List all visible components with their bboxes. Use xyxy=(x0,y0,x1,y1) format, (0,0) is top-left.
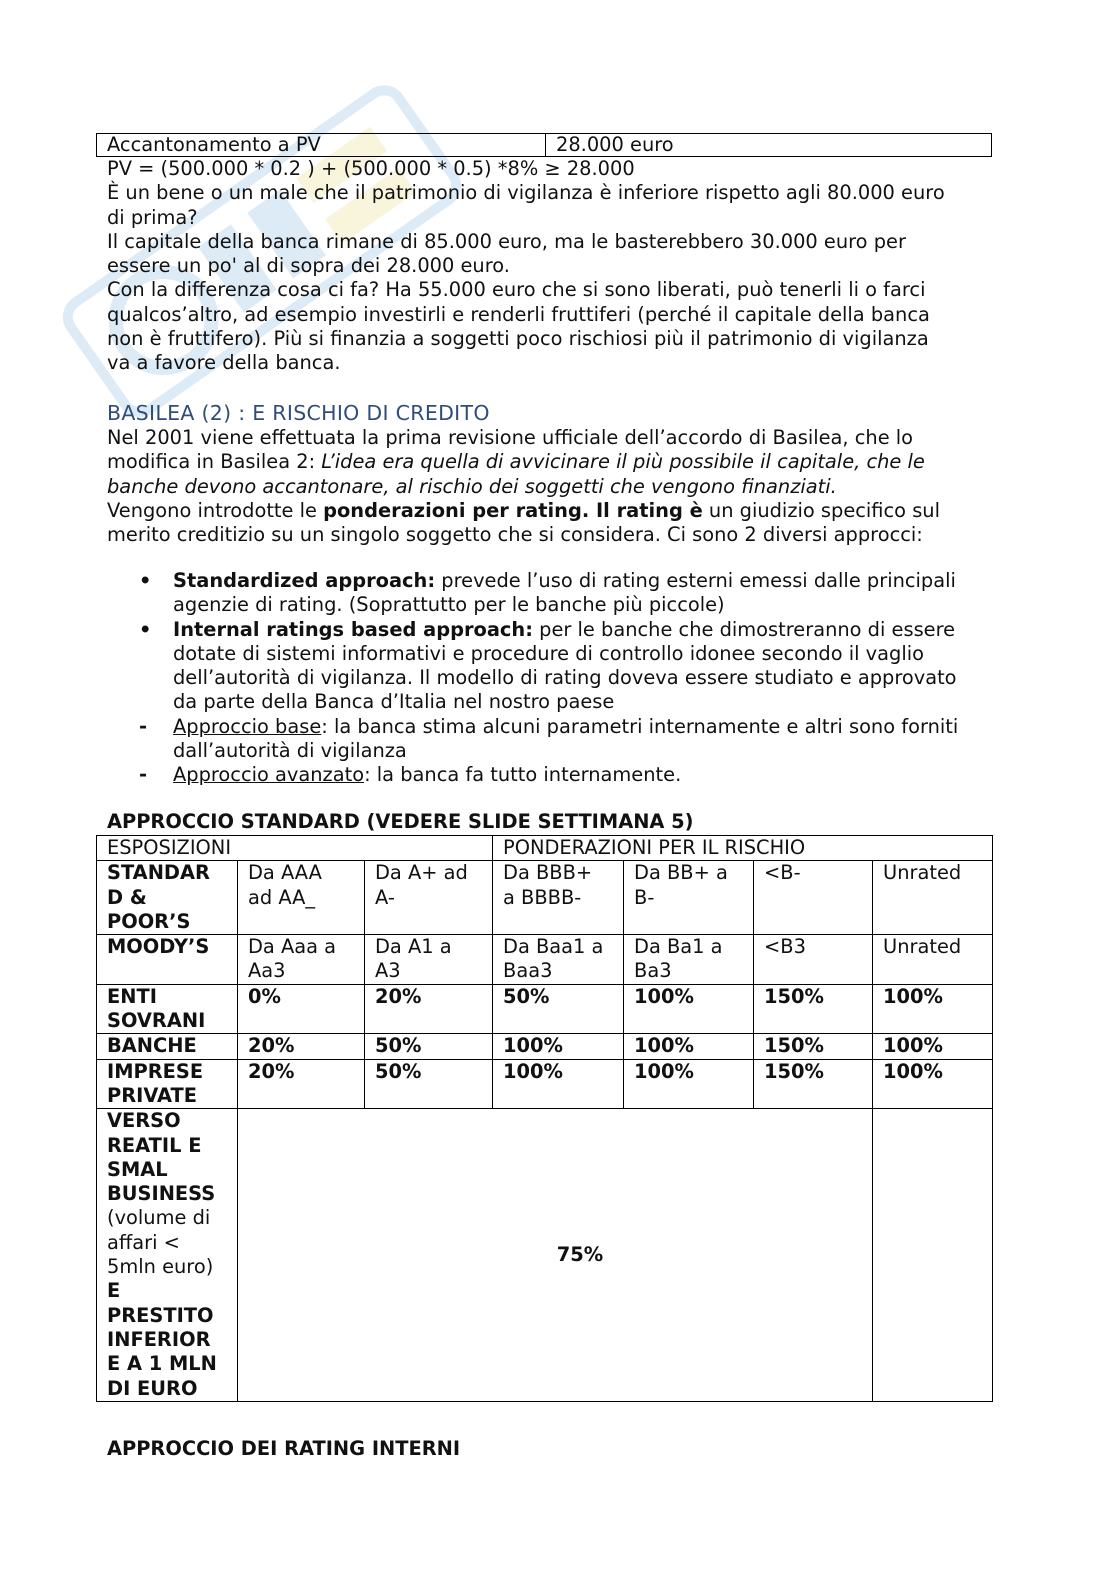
accantonamento-label: Accantonamento a PV xyxy=(97,134,546,157)
approach-list xyxy=(107,569,1007,788)
text-span: B- xyxy=(634,885,655,909)
text-span: A3 xyxy=(375,959,401,983)
table-cell: 100% xyxy=(493,1059,624,1109)
bold-span: BUSINESS xyxy=(107,1182,216,1206)
text-line: merito creditizio su un singolo soggetto che si considera. Ci sono 2 diversi approcci: xyxy=(107,523,923,547)
table-cell xyxy=(624,935,754,985)
accantonamento-table xyxy=(96,133,992,157)
table-row xyxy=(97,1059,993,1109)
text-span: dall’autorità di vigilanza xyxy=(173,739,407,763)
text-span: PRIVATE xyxy=(107,1083,198,1107)
table-cell: 100% xyxy=(873,1034,993,1059)
table-cell: 100% xyxy=(493,1034,624,1059)
text-span: agenzie di rating. (Soprattutto per le banche più piccole) xyxy=(173,593,725,617)
table-cell: 100% xyxy=(624,1059,754,1109)
italic-span: banche devono accantonare, al rischio dei soggetti che vengono finanziati. xyxy=(107,474,837,498)
text-line: Il capitale della banca rimane di 85.000 euro, ma le basterebbero 30.000 euro per xyxy=(107,229,906,253)
basilea-paragraph xyxy=(107,426,1002,547)
bold-span: Standardized approach: xyxy=(173,569,436,592)
table-cell xyxy=(873,1109,993,1402)
bullet-icon: • xyxy=(139,569,152,592)
text-span: SOVRANI xyxy=(107,1009,206,1033)
text-span: STANDAR xyxy=(107,861,210,885)
text-span: Da AAA xyxy=(248,861,322,885)
text-line: essere un po' al di sopra dei 28.000 euro. xyxy=(107,254,510,278)
text-span: per le banche che dimostreranno di essere xyxy=(533,617,956,641)
text-span: dotate di sistemi informativi e procedure di controllo idonee secondo il vaglio xyxy=(173,641,924,665)
text-span: POOR’S xyxy=(107,909,191,933)
table-cell xyxy=(493,935,624,985)
text-span: dell’autorità di vigilanza. Il modello di rating doveva essere studiato e approvato xyxy=(173,666,957,690)
standard-approach-title: APPROCCIO STANDARD (VEDERE SLIDE SETTIMANA 5) xyxy=(107,810,694,833)
table-row xyxy=(97,1034,993,1059)
bold-span: INFERIOR xyxy=(107,1327,211,1351)
bullet-icon: • xyxy=(139,617,152,641)
table-row xyxy=(97,935,993,985)
bold-span: PRESTITO xyxy=(107,1303,214,1327)
text-line: È un bene o un male che il patrimonio di vigilanza è inferiore rispetto agli 80.000 euro xyxy=(107,181,945,205)
table-cell xyxy=(365,935,493,985)
bold-span: SMAL xyxy=(107,1157,168,1181)
row-label xyxy=(97,1109,238,1402)
table-cell: 50% xyxy=(365,1059,493,1109)
row-label xyxy=(97,861,238,935)
table-cell: 20% xyxy=(238,1059,365,1109)
bold-span: ponderazioni per rating. Il rating è xyxy=(323,498,703,522)
text-span: Baa3 xyxy=(503,959,553,983)
accantonamento-value: 28.000 euro xyxy=(546,134,992,157)
text-span: A- xyxy=(375,885,395,909)
text-span: da parte della Banca d’Italia nel nostro paese xyxy=(173,690,615,714)
row-label xyxy=(97,1059,238,1109)
intro-paragraph xyxy=(107,157,1002,376)
retail-weight-cell: 75% xyxy=(238,1109,873,1402)
text-span: affari < xyxy=(107,1230,180,1254)
text-line xyxy=(107,475,1002,499)
table-cell: 50% xyxy=(365,1034,493,1059)
internal-approach-title: APPROCCIO DEI RATING INTERNI xyxy=(107,1437,461,1460)
section-heading-basilea: BASILEA (2) : E RISCHIO DI CREDITO xyxy=(107,401,490,425)
text-span: Da Baa1 a xyxy=(503,935,604,959)
table-cell: 100% xyxy=(624,984,754,1034)
underline-span: Approccio avanzato xyxy=(173,763,365,787)
italic-span: L’idea era quella di avvicinare il più possibile il capitale, che le xyxy=(321,450,925,474)
text-span: ENTI xyxy=(107,984,157,1008)
table-cell: 0% xyxy=(238,984,365,1034)
table-cell xyxy=(238,935,365,985)
text-span: Da A1 a xyxy=(375,935,452,959)
list-item xyxy=(107,618,1007,715)
bold-span: REATIL E xyxy=(107,1133,202,1157)
text-span: prevede l’uso di rating esterni emessi dalle principali xyxy=(435,569,956,592)
table-cell: Unrated xyxy=(873,861,993,935)
text-span: : la banca stima alcuni parametri internamente e altri sono forniti xyxy=(321,714,959,738)
table-cell xyxy=(238,861,365,935)
row-label xyxy=(97,984,238,1034)
text-line: va a favore della banca. xyxy=(107,351,341,375)
table-cell: 150% xyxy=(754,1034,873,1059)
bold-span: E A 1 MLN xyxy=(107,1352,217,1376)
dash-icon: - xyxy=(139,714,148,738)
bold-span: VERSO xyxy=(107,1109,181,1133)
text-span: Da A+ ad xyxy=(375,861,468,885)
table-cell: <B- xyxy=(754,861,873,935)
table-cell xyxy=(365,861,493,935)
row-label: MOODY’S xyxy=(97,935,238,985)
text-line: non è fruttifero). Più si finanzia a soggetti poco rischiosi più il patrimonio di vigilanza xyxy=(107,327,929,351)
text-line xyxy=(107,499,1002,523)
text-span: Ba3 xyxy=(634,959,672,983)
bold-span: DI EURO xyxy=(107,1376,198,1400)
text-span: : la banca fa tutto internamente. xyxy=(364,763,682,787)
text-span: IMPRESE xyxy=(107,1059,204,1083)
table-row xyxy=(97,836,993,861)
text-line xyxy=(107,450,1002,474)
text-line: di prima? xyxy=(107,205,198,229)
text-span: D & xyxy=(107,885,147,909)
text-line: Con la differenza cosa ci fa? Ha 55.000 euro che si sono liberati, può tenerli li o farci xyxy=(107,278,926,302)
dash-icon: - xyxy=(139,763,148,787)
table-cell xyxy=(624,861,754,935)
text-span: ad AA_ xyxy=(248,885,316,909)
text-span: modifica in Basilea 2: xyxy=(107,450,322,474)
table-cell: Unrated xyxy=(873,935,993,985)
list-item xyxy=(107,715,1007,764)
text-span: Da Aaa a xyxy=(248,935,337,959)
table-cell: 150% xyxy=(754,984,873,1034)
table-row xyxy=(97,861,993,935)
text-span: (volume di xyxy=(107,1206,211,1230)
risk-weights-table xyxy=(96,835,993,1402)
underline-span: Approccio base xyxy=(173,714,322,738)
text-line: Nel 2001 viene effettuata la prima revisione ufficiale dell’accordo di Basilea, che lo xyxy=(107,426,914,449)
table-cell: 100% xyxy=(873,984,993,1034)
text-span: Da BBB+ xyxy=(503,861,593,885)
table-cell: 100% xyxy=(873,1059,993,1109)
text-span: 5mln euro) xyxy=(107,1255,214,1279)
table-cell: 20% xyxy=(238,1034,365,1059)
text-span: Da Ba1 a xyxy=(634,935,723,959)
list-item xyxy=(107,569,1007,618)
text-span: Aa3 xyxy=(248,959,286,983)
table-cell: 20% xyxy=(365,984,493,1034)
bold-span: E xyxy=(107,1279,121,1303)
header-ponderazioni: PONDERAZIONI PER IL RISCHIO xyxy=(493,836,993,861)
table-cell: 100% xyxy=(624,1034,754,1059)
table-row xyxy=(97,984,993,1034)
text-span: a BBBB- xyxy=(503,885,582,909)
text-span: un giudizio specifico sul xyxy=(702,498,940,522)
bold-span: Internal ratings based approach: xyxy=(173,617,533,641)
list-item xyxy=(107,763,1007,787)
table-cell: 150% xyxy=(754,1059,873,1109)
text-span: Vengono introdotte le xyxy=(107,498,324,522)
header-esposizioni: ESPOSIZIONI xyxy=(97,836,493,861)
table-cell xyxy=(493,861,624,935)
table-cell: <B3 xyxy=(754,935,873,985)
text-line: PV = (500.000 * 0.2 ) + (500.000 * 0.5) *8% ≥ 28.000 xyxy=(107,157,635,180)
text-span: Da BB+ a xyxy=(634,861,728,885)
table-row xyxy=(97,1109,993,1402)
row-label: BANCHE xyxy=(97,1034,238,1059)
table-cell: 50% xyxy=(493,984,624,1034)
text-line: qualcos’altro, ad esempio investirli e renderli fruttiferi (perché il capitale della banca xyxy=(107,302,930,326)
